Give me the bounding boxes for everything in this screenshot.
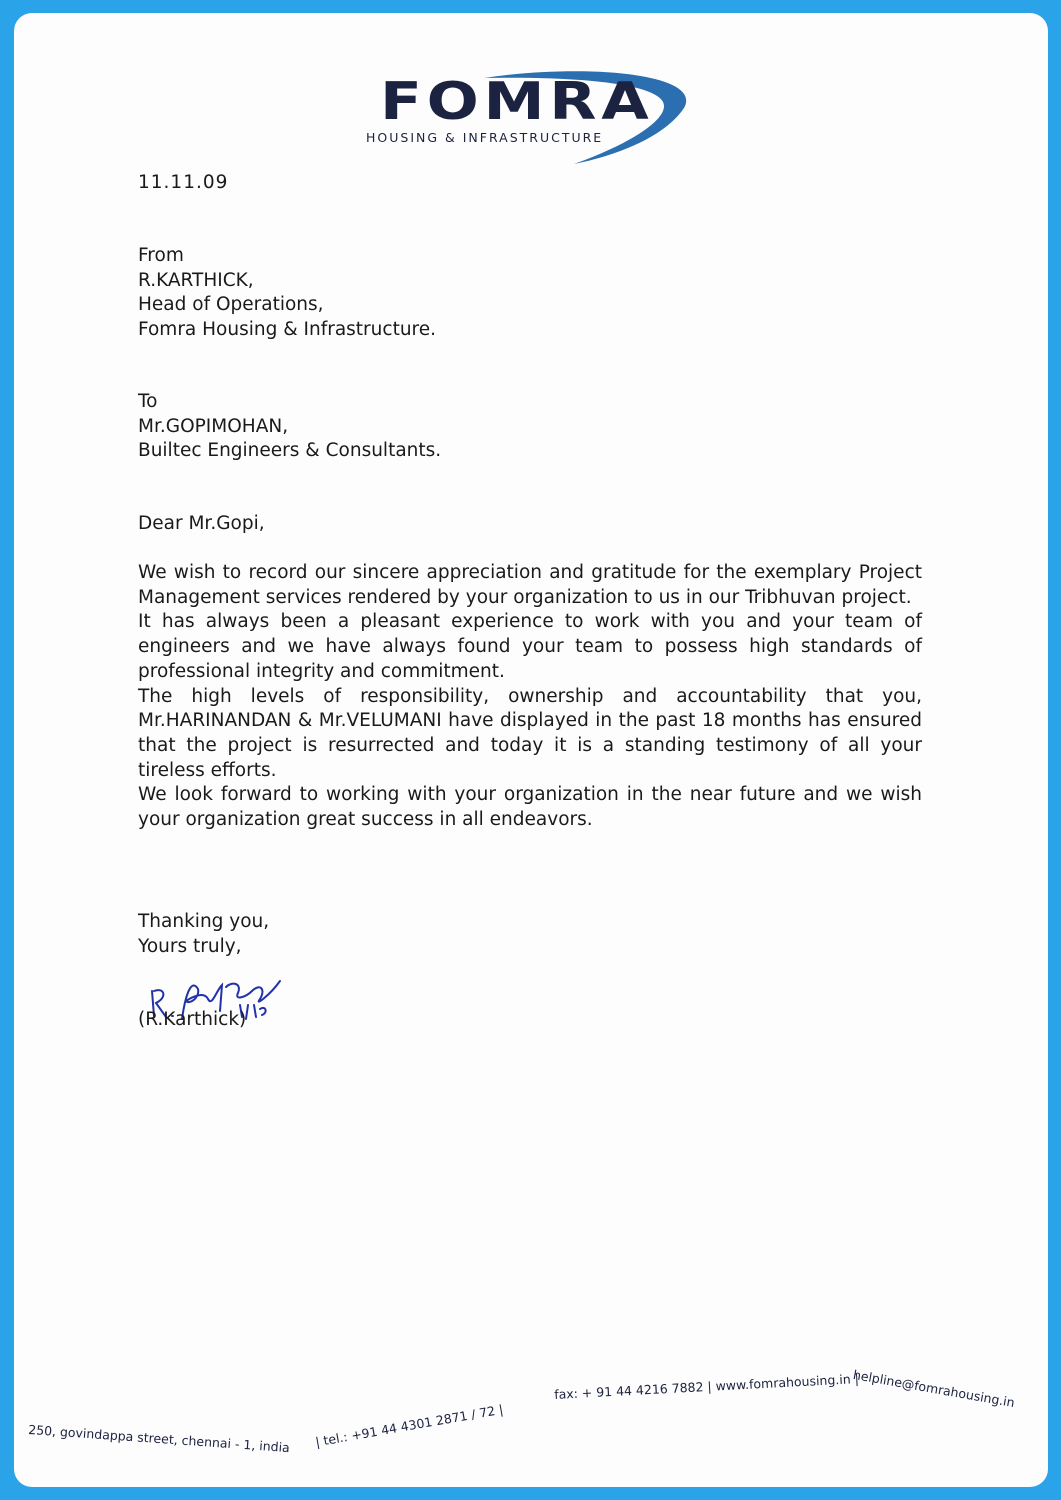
closing-thanks: Thanking you, bbox=[138, 911, 270, 932]
letter-page bbox=[14, 13, 1048, 1487]
company-logo bbox=[364, 68, 704, 178]
closing-regards: Yours truly, bbox=[138, 935, 242, 957]
sender-company: Fomra Housing & Infrastructure. bbox=[138, 318, 437, 340]
recipient-name: Mr.GOPIMOHAN, bbox=[138, 415, 289, 437]
recipient-company: Builtec Engineers & Consultants. bbox=[138, 440, 442, 462]
body-paragraph: The high levels of responsibility, ownership and accountability that you, Mr.HARINANDAN & Mr.VELUMANI have displayed in the past 18 months has ensured that the project is resurrected and today it is a standing testimony of all your tireless efforts. bbox=[138, 685, 922, 781]
footer-tel: | tel.: +91 44 4301 2871 / 72 | bbox=[314, 1401, 505, 1450]
logo-tagline: HOUSING & INFRASTRUCTURE bbox=[366, 130, 604, 145]
from-label: From bbox=[138, 245, 184, 266]
signatory-name: (R.Karthick) bbox=[138, 1009, 247, 1030]
letter-body bbox=[138, 561, 922, 833]
body-paragraph: We look forward to working with your organization in the near future and we wish your organization great success in all endeavors. bbox=[138, 784, 922, 831]
sender-title: Head of Operations, bbox=[138, 294, 324, 316]
footer-fax-web: fax: + 91 44 4216 7882 | www.fomrahousing.in | bbox=[553, 1371, 860, 1402]
footer-address: 250, govindappa street, chennai - 1, india bbox=[27, 1421, 291, 1456]
salutation: Dear Mr.Gopi, bbox=[138, 513, 265, 534]
sender-name: R.KARTHICK, bbox=[138, 269, 254, 291]
body-paragraph: It has always been a pleasant experience to work with you and your team of engineers and we have always found your team to possess high standards of professional integrity and commitment. bbox=[138, 611, 922, 682]
logo-wordmark: FOMRA bbox=[380, 72, 654, 132]
recipient-block bbox=[138, 390, 441, 464]
sender-block bbox=[138, 244, 436, 342]
footer-helpline: helpline@fomrahousing.in bbox=[851, 1366, 1016, 1411]
to-label: To bbox=[138, 391, 158, 412]
letter-date: 11.11.09 bbox=[138, 172, 229, 193]
body-paragraph: We wish to record our sincere appreciation and gratitude for the exemplary Project Management services rendered by your organization to us in our Tribhuvan project. bbox=[138, 562, 922, 608]
closing-block bbox=[138, 910, 269, 959]
